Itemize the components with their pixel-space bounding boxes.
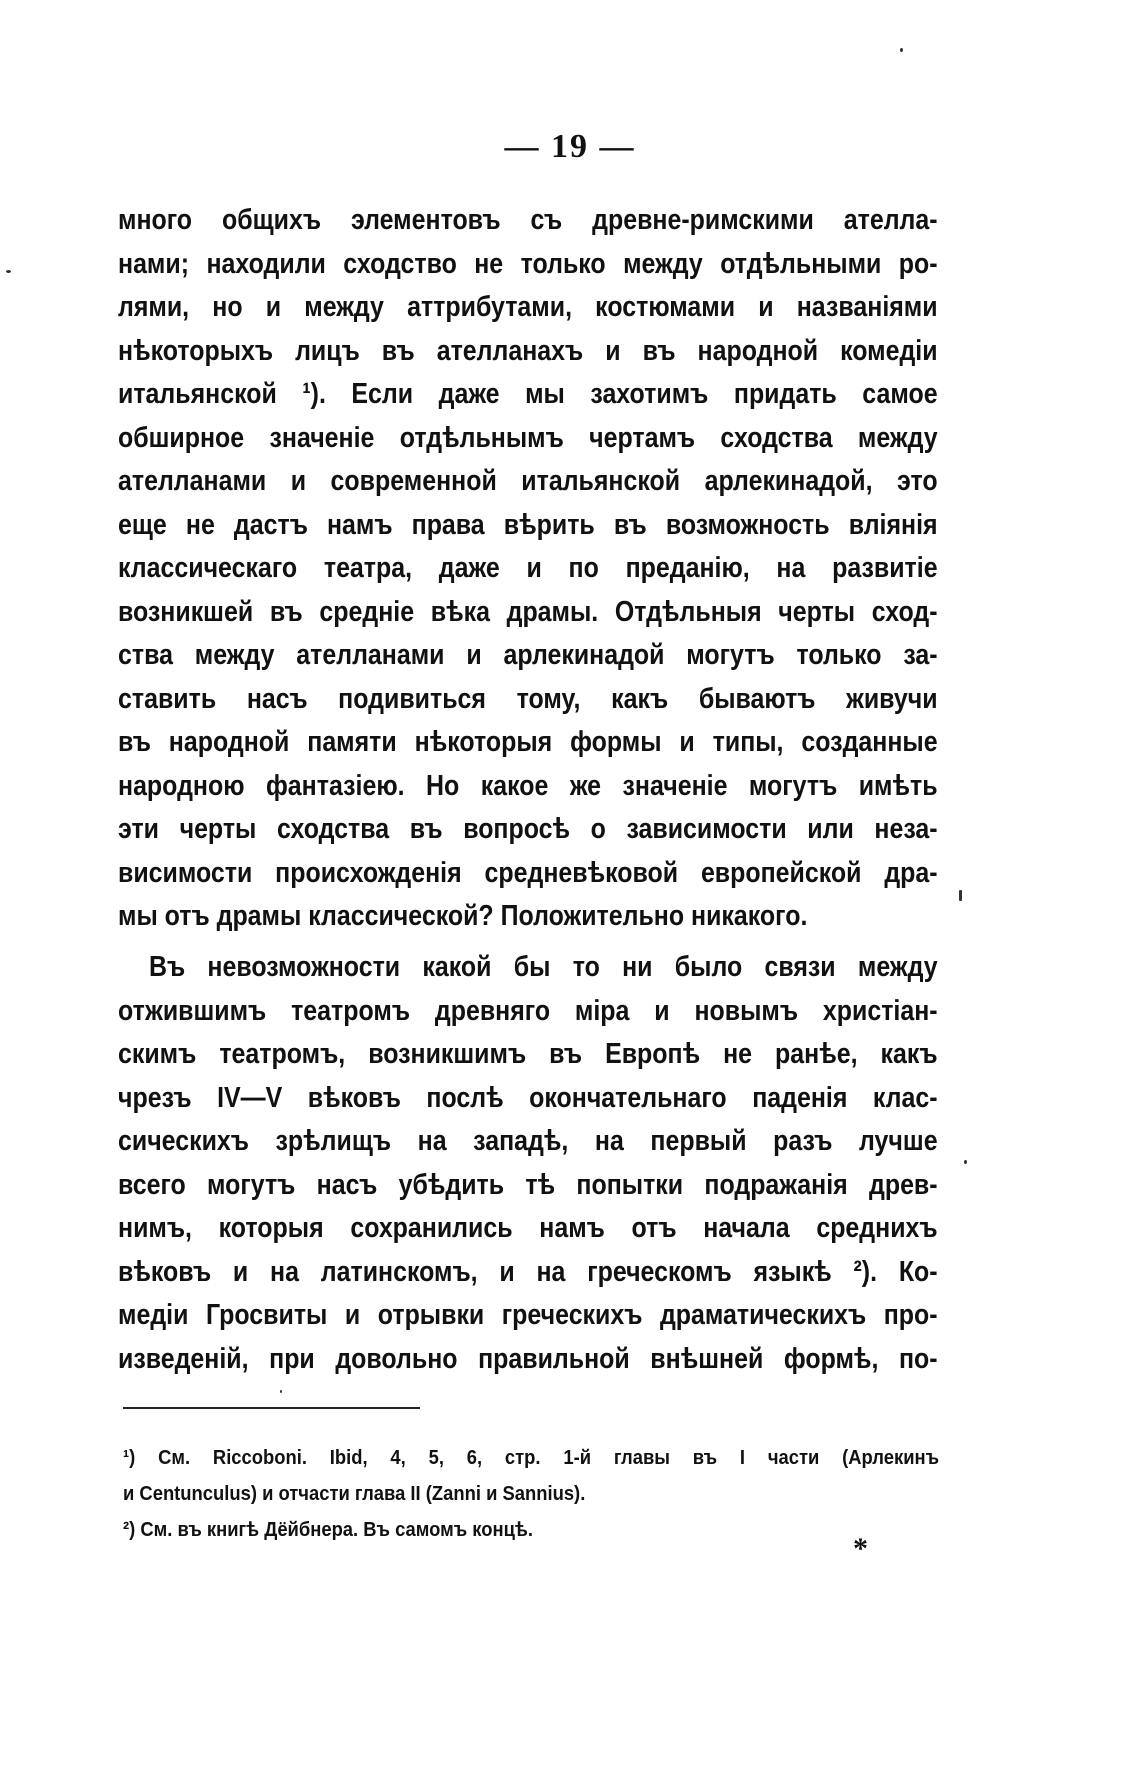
text-line: чрезъ IV—V вѣковъ послѣ окончательнаго паденія клас-	[118, 1081, 938, 1114]
text-line: нами; находили сходство не только между отдѣльными ро-	[118, 247, 938, 280]
text-line: отжившимъ театромъ древняго міра и новымъ христіан-	[118, 994, 938, 1027]
text-line: Въ невозможности какой бы то ни было связи между	[148, 951, 938, 983]
scan-speck	[6, 270, 11, 273]
text-line: ства между ателланами и арлекинадой могутъ только за-	[118, 639, 938, 671]
text-line: еще не дастъ намъ права вѣрить въ возможность вліянія	[118, 508, 938, 541]
text-line: въ народной памяти нѣкоторыя формы и типы, созданные	[118, 726, 938, 758]
signature-mark: *	[853, 1532, 868, 1565]
text-line: мы отъ драмы классической? Положительно никакого.	[118, 900, 808, 932]
paragraph-2	[118, 946, 938, 1381]
scan-speck	[959, 890, 962, 901]
scan-speck	[900, 48, 903, 52]
text-line: нѣкоторыхъ лицъ въ ателланахъ и въ народной комедіи	[118, 334, 938, 367]
footnote-1-line-1: ¹) См. Riccoboni. Ibid, 4, 5, 6, стр. 1-й главы въ I части (Арлекинъ	[123, 1447, 940, 1469]
text-line: сическихъ зрѣлищъ на западѣ, на первый разъ лучше	[118, 1125, 938, 1157]
text-line: ставить насъ подивиться тому, какъ бываютъ живучи	[118, 682, 938, 715]
text-line: скимъ театромъ, возникшимъ въ Европѣ не ранѣе, какъ	[118, 1038, 938, 1070]
text-line: вѣковъ и на латинскомъ, и на греческомъ языкѣ ²). Ко-	[118, 1255, 938, 1288]
scan-speck	[964, 1160, 967, 1164]
scan-speck	[280, 1390, 282, 1393]
text-line: возникшей въ средніе вѣка драмы. Отдѣльныя черты сход-	[118, 595, 938, 628]
text-line: много общихъ элементовъ съ древне-римскими ателла-	[118, 204, 938, 236]
text-line: висимости происхожденія средневѣковой европейской дра-	[118, 856, 938, 889]
paragraph-1	[118, 199, 938, 939]
text-line: нимъ, которыя сохранились намъ отъ начала среднихъ	[118, 1212, 938, 1244]
footnote-2: ²) См. въ книгѣ Дёйбнера. Въ самомъ концѣ.	[123, 1519, 533, 1541]
footnotes	[123, 1440, 1043, 1548]
text-line: ателланами и современной итальянской арлекинадой, это	[118, 465, 938, 497]
text-line: обширное значеніе отдѣльнымъ чертамъ сходства между	[118, 421, 938, 454]
text-line: классическаго театра, даже и по преданію, на развитіе	[118, 552, 938, 584]
text-line: народною фантазіею. Но какое же значеніе могутъ имѣть	[118, 769, 938, 802]
text-line: эти черты сходства въ вопросѣ о зависимости или неза-	[118, 813, 938, 845]
text-line: всего могутъ насъ убѣдить тѣ попытки подражанія древ-	[118, 1168, 938, 1201]
text-line: медіи Гросвиты и отрывки греческихъ драматическихъ про-	[118, 1299, 938, 1331]
text-line: изведеній, при довольно правильной внѣшней формѣ, по-	[118, 1342, 938, 1375]
footnote-divider	[123, 1407, 420, 1409]
footnote-1-line-2: и Centunculus) и отчасти глава II (Zanni и Sannius).	[123, 1483, 586, 1505]
text-line: лями, но и между аттрибутами, костюмами и названіями	[118, 291, 938, 323]
page-number: — 19 —	[504, 128, 636, 165]
text-line: итальянской ¹). Если даже мы захотимъ придать самое	[118, 378, 938, 410]
